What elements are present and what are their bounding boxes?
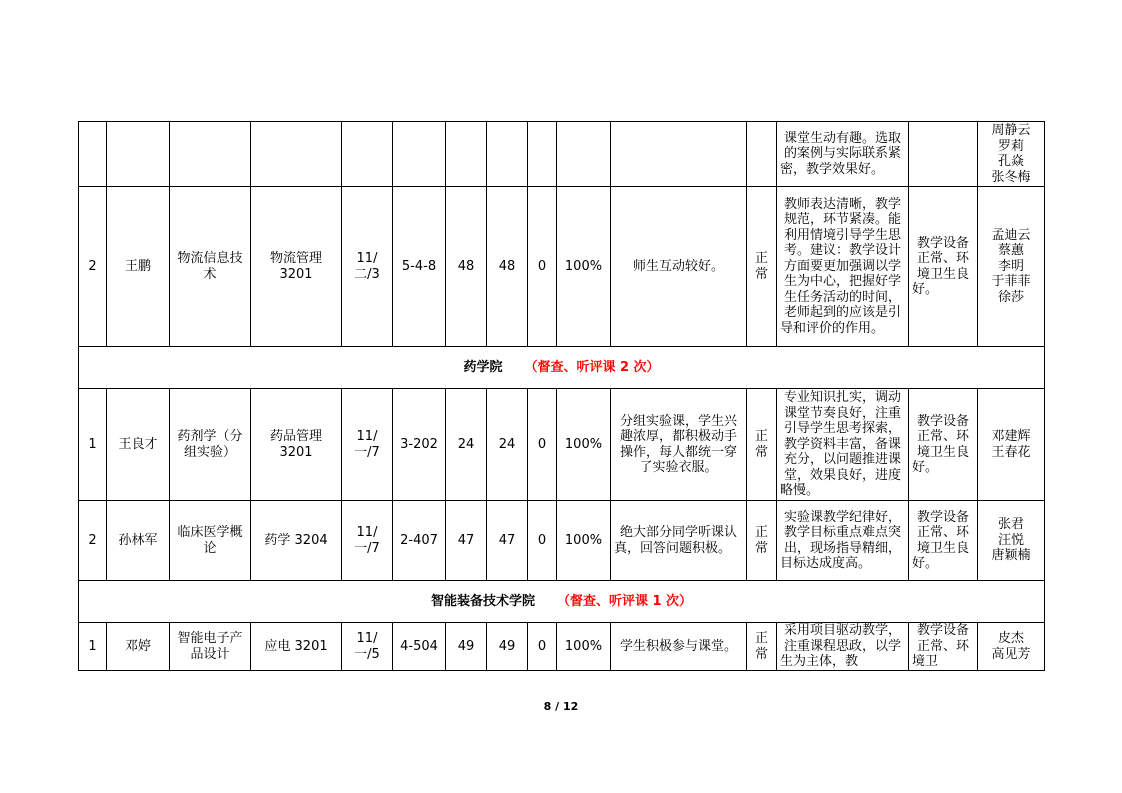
table-row xyxy=(79,389,1045,501)
absent-count: 0 xyxy=(528,501,557,581)
actual-count: 47 xyxy=(487,501,528,581)
section-header-row xyxy=(79,347,1045,389)
student-evaluation: 分组实验课，学生兴趣浓厚，都积极动手操作，每人都统一穿了实验衣服。 xyxy=(611,389,747,501)
lesson-date: 11/二/3 xyxy=(342,187,393,347)
course-name: 药剂学（分组实验） xyxy=(170,389,251,501)
inspection-table xyxy=(78,121,1045,671)
course-name: 临床医学概论 xyxy=(170,501,251,581)
lesson-date: 11/一/7 xyxy=(342,389,393,501)
course-name: 物流信息技术 xyxy=(170,187,251,347)
environment-note: 教学设备正常、环境卫生良好。 xyxy=(909,187,978,347)
expected-count: 47 xyxy=(446,501,487,581)
teacher-evaluation: 课堂生动有趣。选取的案例与实际联系紧密，教学效果好。 xyxy=(777,122,909,187)
section-note: （督查、听评课 1 次） xyxy=(556,593,693,609)
attendance-rate: 100% xyxy=(557,623,611,671)
teaching-status: 正常 xyxy=(747,501,777,581)
classroom xyxy=(393,122,446,187)
environment-note: 教学设备正常、环境卫 xyxy=(909,623,978,671)
classroom: 4-504 xyxy=(393,623,446,671)
expected-count: 49 xyxy=(446,623,487,671)
attendance-rate: 100% xyxy=(557,389,611,501)
lesson-date: 11/一/7 xyxy=(342,501,393,581)
class-name: 药品管理3201 xyxy=(251,389,342,501)
course-name xyxy=(170,122,251,187)
section-note: （督查、听评课 2 次） xyxy=(524,359,660,375)
expected-count xyxy=(446,122,487,187)
student-evaluation xyxy=(611,122,747,187)
section-title: 药学院 xyxy=(463,359,503,375)
class-name: 应电 3201 xyxy=(251,623,342,671)
actual-count: 49 xyxy=(487,623,528,671)
absent-count xyxy=(528,122,557,187)
course-name: 智能电子产品设计 xyxy=(170,623,251,671)
attendance-rate xyxy=(557,122,611,187)
environment-note xyxy=(909,122,978,187)
student-evaluation: 学生积极参与课堂。 xyxy=(611,623,747,671)
section-header xyxy=(79,581,1045,623)
table-row xyxy=(79,501,1045,581)
actual-count: 24 xyxy=(487,389,528,501)
row-number: 1 xyxy=(79,389,107,501)
class-name: 药学 3204 xyxy=(251,501,342,581)
attendance-rate: 100% xyxy=(557,501,611,581)
row-number: 1 xyxy=(79,623,107,671)
absent-count: 0 xyxy=(528,187,557,347)
lesson-date: 11/一/5 xyxy=(342,623,393,671)
section-header xyxy=(79,347,1045,389)
inspector-list: 皮杰 高见芳 xyxy=(978,623,1045,671)
student-evaluation: 师生互动较好。 xyxy=(611,187,747,347)
inspector-list: 周静云 罗莉 孔焱 张冬梅 xyxy=(978,122,1045,187)
environment-note: 教学设备正常、环境卫生良好。 xyxy=(909,389,978,501)
row-number: 2 xyxy=(79,501,107,581)
teacher-evaluation: 采用项目驱动教学，注重课程思政，以学生为主体，教 xyxy=(777,623,909,671)
teacher-name: 王鹏 xyxy=(107,187,170,347)
absent-count: 0 xyxy=(528,389,557,501)
inspector-list: 张君 汪悦 唐颖楠 xyxy=(978,501,1045,581)
teacher-name: 邓婷 xyxy=(107,623,170,671)
table-row xyxy=(79,122,1045,187)
page-number: 8 / 12 xyxy=(543,700,579,713)
expected-count: 48 xyxy=(446,187,487,347)
table-row xyxy=(79,187,1045,347)
classroom: 2-407 xyxy=(393,501,446,581)
teacher-evaluation: 教师表达清晰，教学规范，环节紧凑。能利用情境引导学生思考。建议：教学设计方面要更加强调以学生为中心，把握好学生任务活动的时间，老师起到的应该是引导和评价的作用。 xyxy=(777,187,909,347)
inspector-list: 孟迪云 蔡蕙 李明 于菲菲 徐莎 xyxy=(978,187,1045,347)
teacher-evaluation: 实验课教学纪律好，教学目标重点难点突出，现场指导精细，目标达成度高。 xyxy=(777,501,909,581)
classroom: 5-4-8 xyxy=(393,187,446,347)
teaching-status xyxy=(747,122,777,187)
teaching-status: 正常 xyxy=(747,623,777,671)
actual-count xyxy=(487,122,528,187)
class-name: 物流管理3201 xyxy=(251,187,342,347)
class-name xyxy=(251,122,342,187)
attendance-rate: 100% xyxy=(557,187,611,347)
teaching-status: 正常 xyxy=(747,389,777,501)
row-number: 2 xyxy=(79,187,107,347)
student-evaluation: 绝大部分同学听课认真，回答问题积极。 xyxy=(611,501,747,581)
inspector-list: 邓建辉 王春花 xyxy=(978,389,1045,501)
teacher-name xyxy=(107,122,170,187)
teacher-evaluation: 专业知识扎实，调动课堂节奏良好，注重引导学生思考探索，教学资料丰富，备课充分，以问题推进课堂，效果良好，进度略慢。 xyxy=(777,389,909,501)
teacher-name: 王良才 xyxy=(107,389,170,501)
row-number xyxy=(79,122,107,187)
section-header-row xyxy=(79,581,1045,623)
teacher-name: 孙林军 xyxy=(107,501,170,581)
lesson-date xyxy=(342,122,393,187)
expected-count: 24 xyxy=(446,389,487,501)
absent-count: 0 xyxy=(528,623,557,671)
table-row xyxy=(79,623,1045,671)
environment-note: 教学设备正常、环境卫生良好。 xyxy=(909,501,978,581)
classroom: 3-202 xyxy=(393,389,446,501)
teaching-status: 正常 xyxy=(747,187,777,347)
section-title: 智能装备技术学院 xyxy=(430,593,535,609)
actual-count: 48 xyxy=(487,187,528,347)
